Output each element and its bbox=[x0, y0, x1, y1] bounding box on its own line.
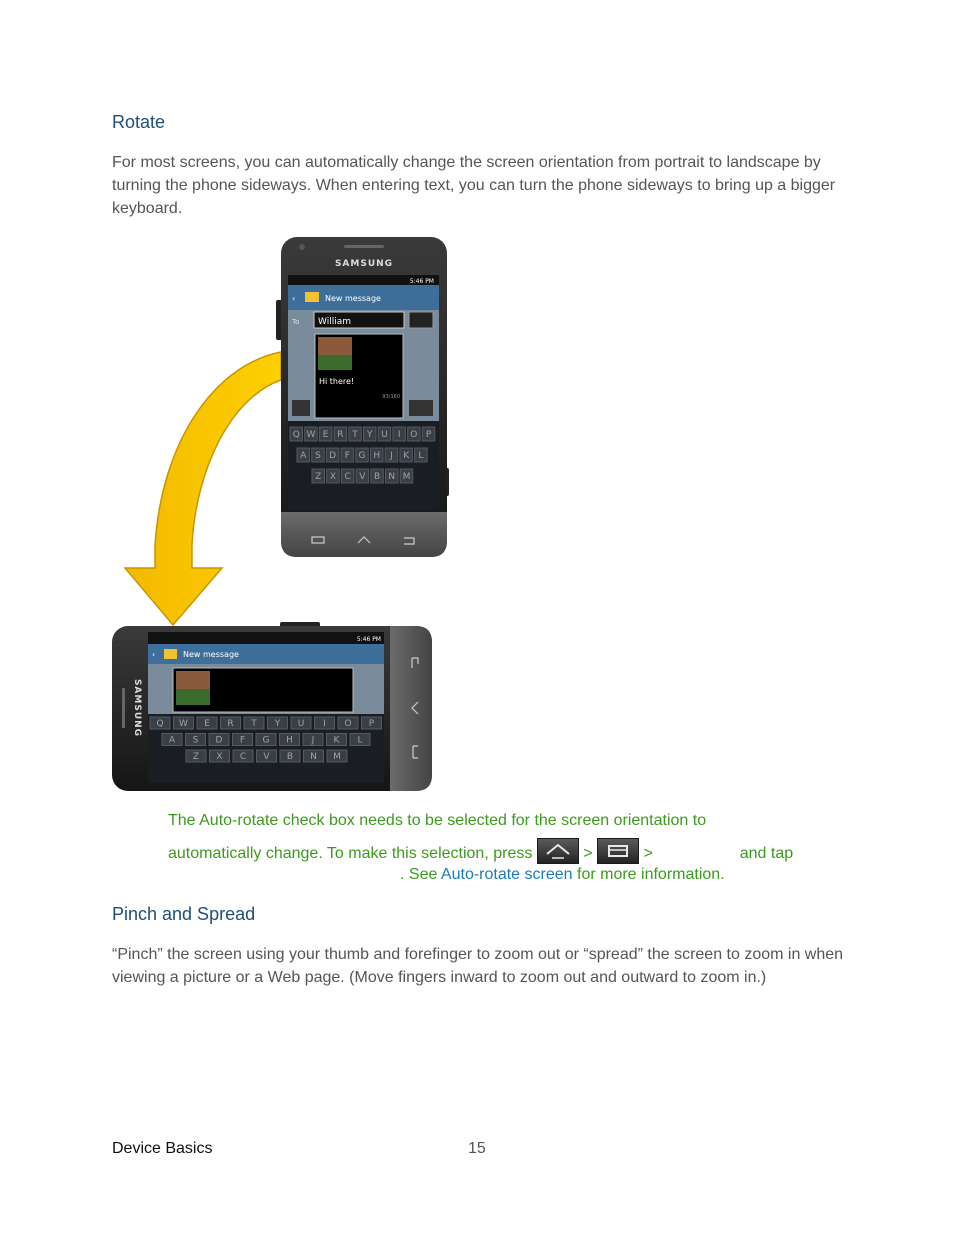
svg-text:‹: ‹ bbox=[152, 650, 156, 659]
keyboard-key-label: G bbox=[262, 735, 270, 746]
keyboard-key-label: E bbox=[204, 719, 210, 729]
note-line-3-text: . See bbox=[400, 866, 438, 883]
section-heading-pinch: Pinch and Spread bbox=[112, 904, 256, 924]
phone-portrait bbox=[276, 237, 449, 557]
keyboard-key-label: I bbox=[323, 719, 326, 729]
note-line-2-text: automatically change. To make this selection, press bbox=[168, 845, 533, 862]
rotation-arrow-icon bbox=[125, 352, 281, 625]
keyboard-key-label: S bbox=[315, 451, 321, 461]
note-line-2 bbox=[168, 838, 793, 864]
keyboard-key-label: S bbox=[192, 735, 199, 746]
keyboard-key-label: V bbox=[263, 752, 270, 762]
note-line-1: The Auto-rotate check box needs to be selected for the screen orientation to bbox=[168, 812, 707, 829]
keyboard-key-label: X bbox=[216, 752, 223, 762]
keyboard-key-label: A bbox=[168, 735, 176, 746]
keyboard-key-label: L bbox=[418, 451, 424, 461]
keyboard-key-label: K bbox=[403, 451, 410, 461]
keyboard-key-label: B bbox=[286, 752, 294, 762]
note-separator-2: > bbox=[643, 845, 653, 862]
footer-section: Device Basics bbox=[112, 1140, 213, 1157]
rotate-paragraph: For most screens, you can automatically change the screen orientation from portrait to landscape by turning the phone sideways. When entering text, you can turn the phone sideways to bring up a bigger keyboard. bbox=[112, 154, 836, 217]
keyboard-key-label: U bbox=[297, 719, 305, 729]
keyboard-key-label: F bbox=[239, 735, 246, 746]
footer-page-number: 15 bbox=[468, 1140, 486, 1157]
keyboard-key-label: R bbox=[337, 430, 344, 440]
keyboard-key-label: R bbox=[227, 719, 234, 729]
pinch-paragraph: “Pinch” the screen using your thumb and forefinger to zoom out or “spread” the screen to zoom in when viewing a picture or a Web page. (Move fingers inward to zoom out and outward to zoom in.) bbox=[112, 946, 844, 986]
phone-portrait-message: Hi there! bbox=[319, 377, 355, 386]
keyboard-key-label: N bbox=[388, 472, 396, 482]
keyboard-key-label: I bbox=[397, 430, 401, 440]
menu-key-icon bbox=[597, 838, 639, 864]
keyboard-key-label: Z bbox=[192, 752, 200, 762]
keyboard-key-label: J bbox=[390, 451, 393, 461]
phone-portrait-brand: SAMSUNG bbox=[334, 259, 394, 269]
keyboard-key-label: U bbox=[381, 430, 388, 440]
keyboard-key-label: H bbox=[373, 451, 381, 461]
phone-portrait-time: 5:46 PM bbox=[409, 278, 434, 285]
keyboard-key-label: M bbox=[333, 752, 341, 762]
phone-portrait-header: New message bbox=[325, 294, 381, 303]
keyboard-key-label: C bbox=[239, 752, 247, 762]
note-and-tap: and tap bbox=[739, 845, 794, 862]
phone-portrait-counter: 93/160 bbox=[382, 394, 400, 400]
keyboard-key-label: J bbox=[311, 735, 315, 746]
phone-landscape-brand: SAMSUNG bbox=[132, 678, 142, 738]
keyboard-key-label: A bbox=[300, 451, 307, 461]
keyboard-key-label: C bbox=[344, 472, 351, 482]
phone-portrait-recipient: William bbox=[318, 317, 351, 327]
note-line-3-end: for more information. bbox=[577, 866, 725, 883]
section-heading-rotate: Rotate bbox=[112, 112, 166, 132]
keyboard-key-label: T bbox=[352, 430, 358, 440]
keyboard-key-label: Z bbox=[315, 472, 322, 482]
keyboard-key-label: D bbox=[329, 451, 337, 461]
keyboard-key-label: H bbox=[286, 735, 293, 746]
keyboard-key-label: M bbox=[402, 472, 411, 482]
keyboard-key-label: Y bbox=[274, 719, 281, 729]
keyboard-key-label: P bbox=[425, 430, 432, 440]
keyboard-key-label: D bbox=[215, 735, 223, 746]
keyboard-key-label: F bbox=[344, 451, 350, 461]
keyboard-key-label: N bbox=[310, 752, 317, 762]
keyboard-key-label: O bbox=[410, 430, 418, 440]
phone-landscape-time: 5:46 PM bbox=[356, 636, 381, 643]
keyboard-key-label: W bbox=[179, 719, 188, 729]
keyboard-key-label: W bbox=[306, 430, 316, 440]
keyboard-key-label: O bbox=[344, 719, 352, 729]
keyboard-key-label: Q bbox=[156, 719, 164, 729]
keyboard-key-label: E bbox=[322, 430, 329, 440]
note-separator-1: > bbox=[583, 845, 593, 862]
keyboard-key-label: L bbox=[357, 735, 363, 746]
keyboard-key-label: V bbox=[359, 472, 366, 482]
keyboard-key-label: Q bbox=[292, 430, 300, 440]
svg-text:‹: ‹ bbox=[292, 294, 296, 303]
keyboard-key-label: P bbox=[368, 719, 375, 729]
keyboard-key-label: K bbox=[333, 735, 340, 746]
keyboard-key-label: G bbox=[358, 451, 366, 461]
note-line-3 bbox=[400, 866, 725, 884]
phone-landscape bbox=[112, 622, 432, 791]
auto-rotate-screen-link[interactable]: Auto-rotate screen bbox=[440, 866, 573, 883]
keyboard-key-label: X bbox=[329, 472, 337, 482]
keyboard-key-label: Y bbox=[367, 430, 373, 440]
keyboard-key-label: T bbox=[251, 719, 257, 729]
home-key-icon bbox=[537, 838, 579, 864]
keyboard-key-label: B bbox=[373, 472, 381, 482]
phone-landscape-header: New message bbox=[183, 650, 239, 659]
phone-portrait-to-label: To bbox=[292, 318, 300, 326]
